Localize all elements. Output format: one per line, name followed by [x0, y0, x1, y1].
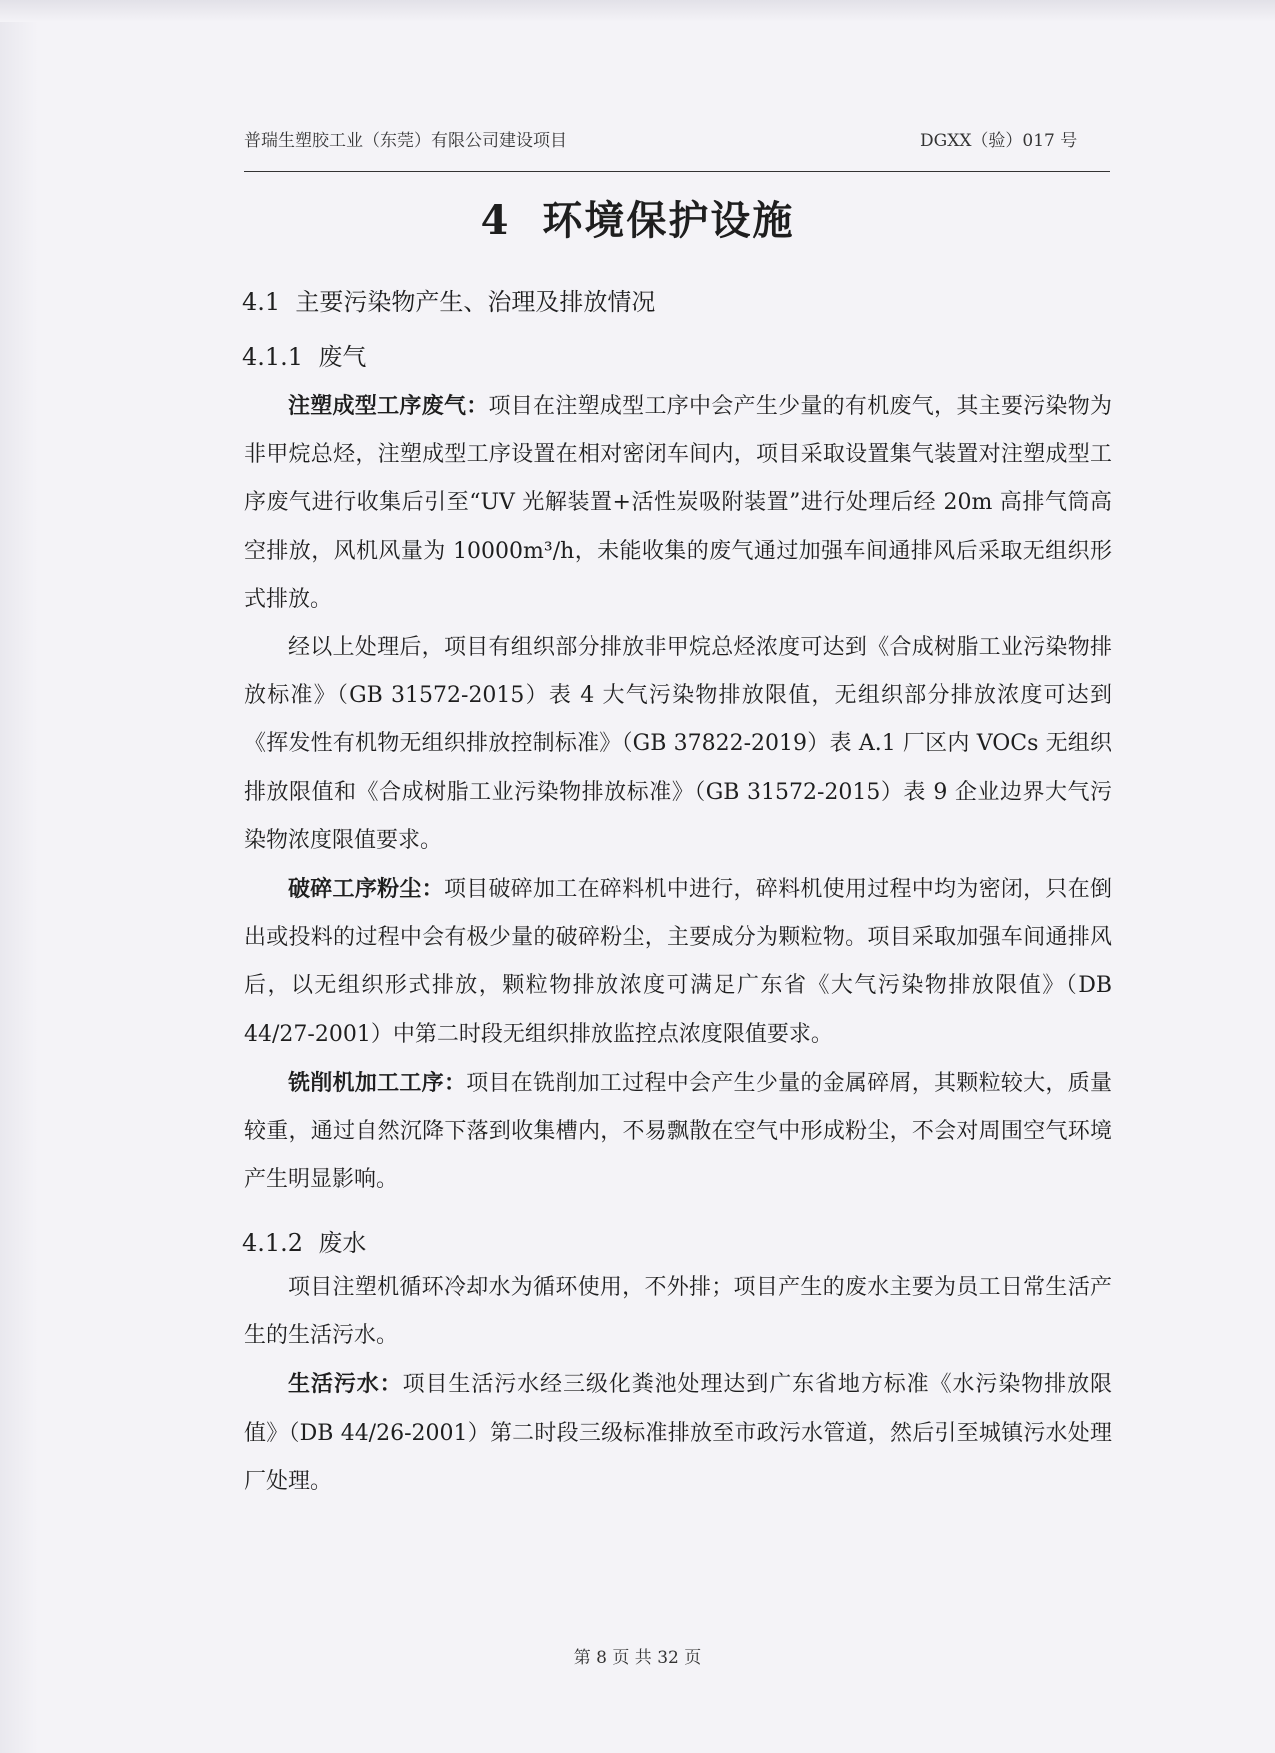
- paragraph-text: 经以上处理后，项目有组织部分排放非甲烷总烃浓度可达到《合成树脂工业污染物排放标准》（GB 31572-2015）表 4 大气污染物排放限值，无组织部分排放浓度可达到《挥发性有机物无组织排放控制标准》（GB 37822-2019）表 A.1 厂区内 VOCs 无组织排放限值和《合成树脂工业污染物排放标准》（GB 31572-2015）表 9 企业边界大气污染物浓度限值要求。: [244, 635, 1112, 853]
- paragraph-text: 项目注塑机循环冷却水为循环使用，不外排；项目产生的废水主要为员工日常生活产生的生活污水。: [244, 1275, 1112, 1349]
- paragraph: [244, 382, 1112, 624]
- waste-water-body: [244, 1264, 1112, 1506]
- paragraph-lead: 破碎工序粉尘：: [288, 876, 444, 903]
- paragraph-lead: 铣削机加工工序：: [288, 1069, 467, 1096]
- section-heading-4-1-1: 4.1.1 废气: [242, 343, 367, 371]
- section-heading-4-1-2: 4.1.2 废水: [242, 1229, 367, 1257]
- paragraph-text: 项目生活污水经三级化粪池处理达到广东省地方标准《水污染物排放限值》（DB 44/26-2001）第二时段三级标准排放至市政污水管道，然后引至城镇污水处理厂处理。: [244, 1372, 1112, 1494]
- header-doc-number: DGXX（验）017 号: [920, 131, 1078, 151]
- waste-gas-body: [244, 382, 1112, 1204]
- paragraph-text: 项目在铣削加工过程中会产生少量的金属碎屑，其颗粒较大，质量较重，通过自然沉降下落到收集槽内，不易飘散在空气中形成粉尘，不会对周围空气环境产生明显影响。: [244, 1070, 1112, 1193]
- page-footer: 第 8 页 共 32 页: [573, 1648, 702, 1668]
- paragraph: [244, 624, 1112, 865]
- scan-shadow-left: [0, 0, 38, 1753]
- chapter-title: 4 环境保护设施: [480, 197, 795, 244]
- paragraph-lead: 生活污水：: [288, 1371, 403, 1398]
- paragraph: [244, 1264, 1112, 1360]
- paragraph-lead: 注塑成型工序废气：: [288, 393, 489, 419]
- paragraph: [244, 865, 1112, 1059]
- paragraph: [244, 1059, 1112, 1205]
- scan-shadow-top: [0, 0, 1275, 22]
- header-company: 普瑞生塑胶工业（东莞）有限公司建设项目: [244, 131, 567, 151]
- paragraph-text: 项目在注塑成型工序中会产生少量的有机废气，其主要污染物为非甲烷总烃，注塑成型工序设置在相对密闭车间内，项目采取设置集气装置对注塑成型工序废气进行收集后引至“UV 光解装置+活性炭吸附装置”进行处理后经 20m 高排气筒高空排放，风机风量为 10000m³/h，未能收集的废气通过加强车间通排风后采取无组织形式排放。: [244, 394, 1112, 612]
- paragraph: [244, 1360, 1112, 1506]
- paragraph-text: 项目破碎加工在碎料机中进行，碎料机使用过程中均为密闭，只在倒出或投料的过程中会有极少量的破碎粉尘，主要成分为颗粒物。项目采取加强车间通排风后，以无组织形式排放，颗粒物排放浓度可满足广东省《大气污染物排放限值》（DB 44/27-2001）中第二时段无组织排放监控点浓度限值要求。: [244, 877, 1112, 1047]
- header-divider: [244, 171, 1110, 172]
- section-heading-4-1: 4.1 主要污染物产生、治理及排放情况: [242, 288, 656, 316]
